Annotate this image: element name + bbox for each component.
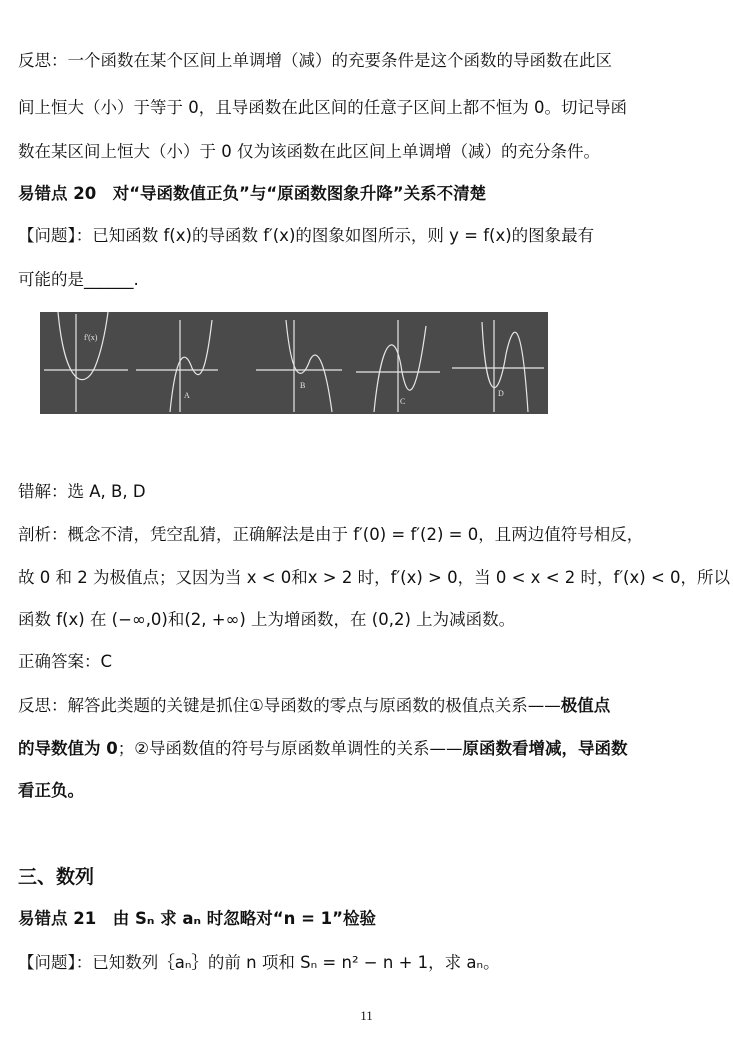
- reflection-line-3: 数在某区间上恒大（小）于 0 仅为该函数在此区间上单调增（减）的充分条件。: [18, 142, 600, 161]
- analysis-line-1: 剖析：概念不清，凭空乱猜，正确解法是由于 f′(0) = f′(2) = 0，且两边值符号相反，: [18, 525, 644, 544]
- panel-label-b: B: [300, 381, 306, 390]
- question-line-1: 【问题】：已知函数 f(x)的导函数 f′(x)的图象如图所示，则 y = f(x)的图象最有: [18, 226, 595, 245]
- correct-answer: 正确答案：C: [18, 652, 113, 671]
- wrong-answer: 错解：选 A, B, D: [18, 482, 146, 501]
- reflection2-text-a: 反思：解答此类题的关键是抓住①导函数的零点与原函数的极值点关系——: [18, 696, 561, 715]
- reflection2-line-2: [18, 738, 628, 760]
- reflection2-bold-b: 的导数值为 0: [18, 739, 118, 758]
- error-21-question: 【问题】：已知数列｛aₙ｝的前 n 项和 Sₙ = n² − n + 1，求 aₙ。: [18, 953, 500, 972]
- reflection2-line-1: [18, 695, 610, 717]
- analysis-line-2: 故 0 和 2 为极值点；又因为当 x < 0和x > 2 时，f′(x) > 0，当 0 < x < 2 时，f′(x) < 0，所以: [18, 568, 731, 587]
- reflection2-bold-a: 极值点: [560, 696, 611, 715]
- reflection-line-1: 反思：一个函数在某个区间上单调增（减）的充要条件是这个函数的导函数在此区: [18, 51, 612, 70]
- error-20-title: 易错点 20 对“导函数值正负”与“原函数图象升降”关系不清楚: [18, 184, 487, 203]
- reflection2-text-b: ；②导函数值的符号与原函数单调性的关系——: [117, 739, 463, 758]
- question-line-2: 可能的是______.: [18, 270, 139, 289]
- panel-label-fprime: f'(x): [84, 333, 98, 342]
- reflection2-bold-c: 原函数看增减，导函数: [462, 739, 628, 758]
- panel-label-d: D: [498, 389, 504, 398]
- reflection-line-2: 间上恒大（小）于等于 0，且导函数在此区间的任意子区间上都不恒为 0。切记导函: [18, 98, 627, 117]
- error-21-title: 易错点 21 由 Sₙ 求 aₙ 时忽略对“n = 1”检验: [18, 909, 376, 928]
- panel-label-a: A: [184, 391, 190, 400]
- analysis-line-3: 函数 f(x) 在 (−∞,0)和(2, +∞) 上为增函数，在 (0,2) 上为减函数。: [18, 610, 516, 629]
- derivative-graph-figure: [40, 312, 548, 414]
- page-number: 11: [360, 1008, 373, 1023]
- reflection2-line-3: 看正负。: [18, 781, 84, 800]
- section-heading-sequences: 三、数列: [18, 866, 95, 888]
- panel-label-c: C: [400, 397, 406, 406]
